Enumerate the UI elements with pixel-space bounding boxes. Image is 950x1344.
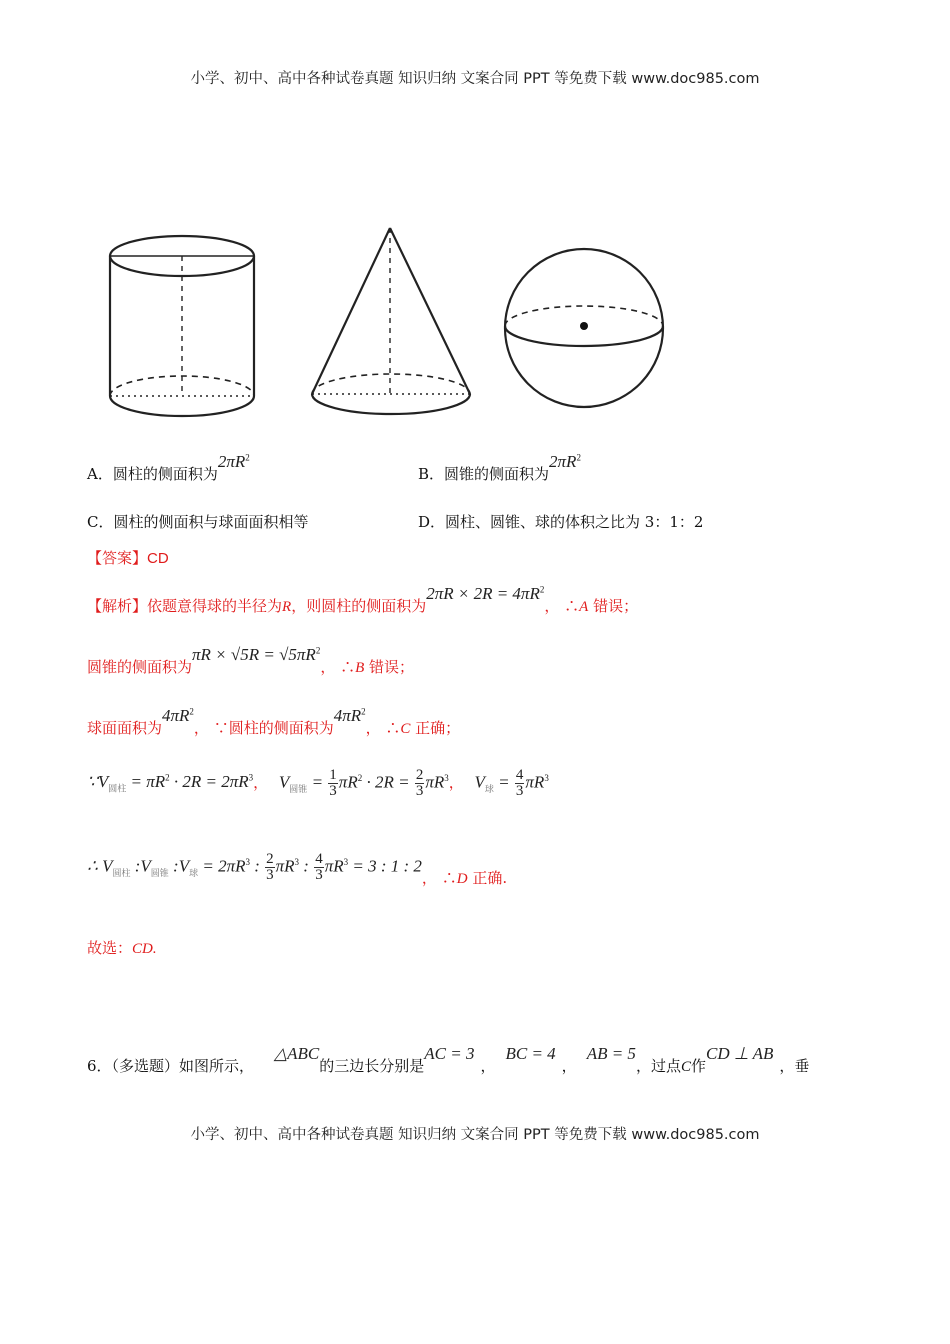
option-b-label: B．圆锥的侧面积为 (418, 465, 550, 483)
cone-figure (305, 222, 480, 427)
conclusion: 故选：CD. (87, 939, 157, 957)
analysis-line-3: 球面面积为$4\pi R^2$， ∵圆柱的侧面积为$4\pi R^2$， ∴C 正确； (87, 706, 461, 737)
option-a-formula: $2\pi R^2$ (217, 452, 250, 471)
volume-formulas: $\because V_{圆柱} = \pi R^2 \cdot 2R = 2\pi R^3$， $V_{圆锥}$ = $\frac{1}{3}$ $\pi R^2 \cdot 2R$ = $\frac{2}{3}$ $\pi R^3$， $V_球$ = $\frac{4}{3}$ $\pi R^3$ (87, 767, 549, 799)
answer: 【答案】CD (87, 549, 169, 567)
sphere-figure (500, 242, 670, 414)
page-footer: 小学、初中、高中各种试卷真题 知识归纳 文案合同 PPT 等免费下载 www.doc985.com (190, 1127, 760, 1143)
question-6: 6．（多选题）如图所示，△ABC的三边长分别是AC = 3，BC = 4，AB = 5，过点C作CD ⊥ AB，垂 (87, 1044, 810, 1075)
page-header: 小学、初中、高中各种试卷真题 知识归纳 文案合同 PPT 等免费下载 www.doc985.com (190, 71, 760, 87)
cylinder-figure (105, 228, 265, 428)
analysis-line-1: 【解析】依题意得球的半径为R，则圆柱的侧面积为$2\pi R \times 2R = 4\pi R^2$， ∴A 错误； (87, 584, 639, 615)
option-a-label: A．圆柱的侧面积为 (87, 465, 218, 483)
analysis-line-2: 圆锥的侧面积为$\pi R \times √5R = √5\pi R^2$， ∴B 错误； (87, 645, 415, 676)
option-a (87, 452, 250, 484)
option-b (418, 452, 581, 484)
option-d: D．圆柱、圆锥、球的体积之比为 3：1：2 (418, 513, 704, 531)
volume-ratio: ∴ $V_{圆柱}$ $:V_{圆锥}$ $:V_球 = 2\pi R^3$ : $\frac{2}{3}$ $\pi R^3$ : $\frac{4}{3}$ $\pi R^3 = 3$ : 1 : 2， ∴D 正确. (87, 851, 508, 888)
option-c: C．圆柱的侧面积与球面面积相等 (87, 513, 309, 531)
option-b-formula: $2\pi R^2$ (549, 452, 581, 471)
